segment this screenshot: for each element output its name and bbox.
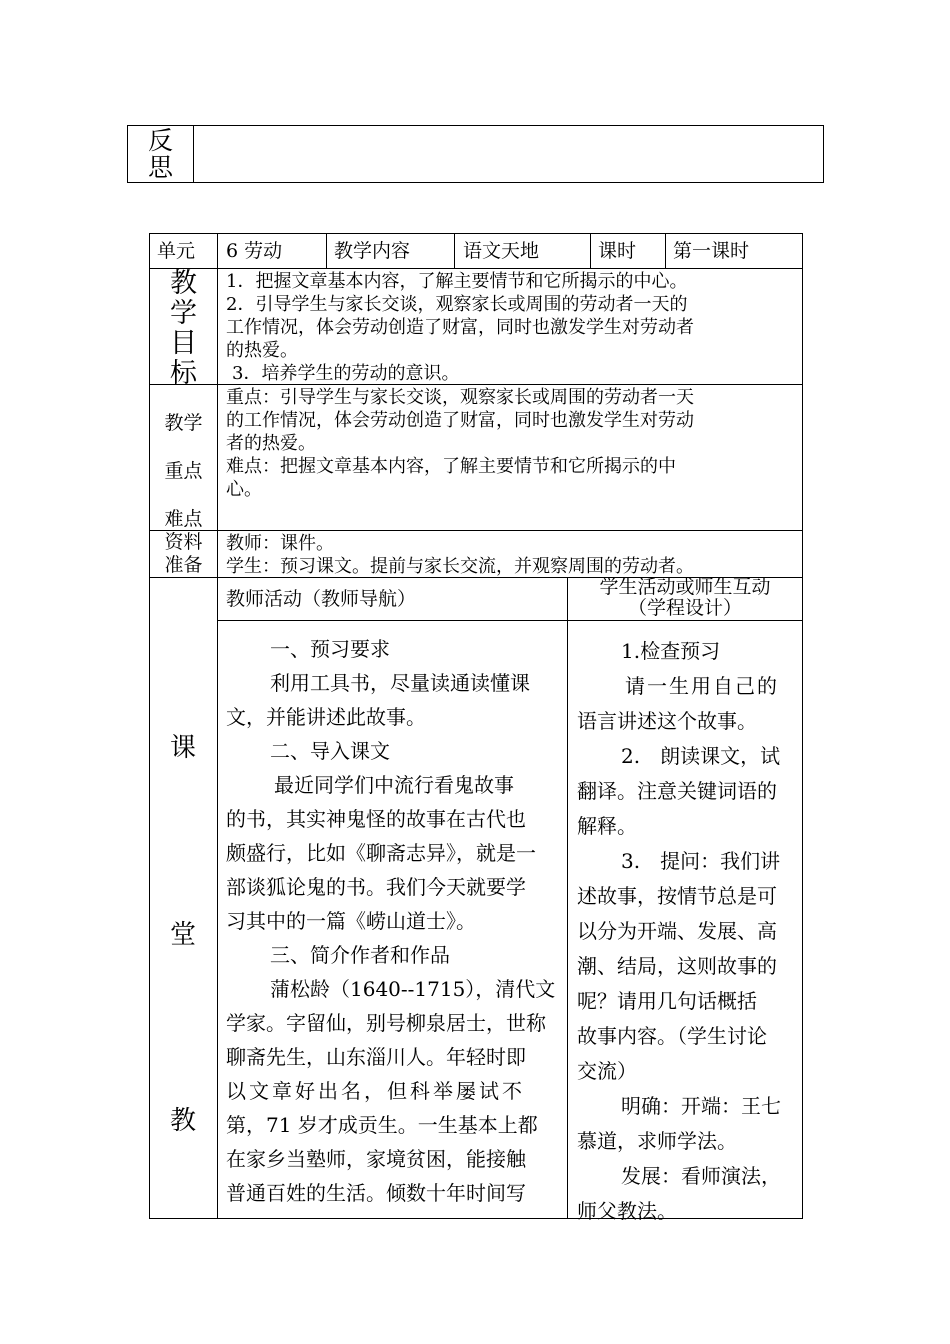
- keypoint-line: 者的热爱。: [226, 433, 316, 454]
- keypoint-line: 心。: [226, 479, 262, 500]
- keypoints-text: [226, 386, 796, 501]
- teacher-line: 一、预习要求: [270, 637, 390, 661]
- teacher-line: 文，并能讲述此故事。: [226, 705, 426, 729]
- materials-line: 教师：课件。: [226, 533, 334, 554]
- col-divider: [326, 234, 327, 268]
- teacher-activity-header: 教师活动（教师导航）: [226, 588, 417, 610]
- materials-text: [226, 532, 801, 578]
- materials-line: 学生：预习课文。提前与家长交流，并观察周围的劳动者。: [226, 556, 694, 577]
- teacher-line: 最近同学们中流行看鬼故事: [274, 773, 514, 797]
- col-divider: [454, 234, 455, 268]
- student-line: 发展：看师演法，: [621, 1164, 781, 1188]
- content-value: 语文天地: [463, 240, 540, 262]
- objective-line: 3．培养学生的劳动的意识。: [232, 363, 460, 384]
- unit-value: 6 劳动: [226, 240, 283, 262]
- lesson-label-char: 堂: [170, 920, 197, 950]
- objectives-label: [150, 269, 217, 389]
- reflection-label-char: 思: [147, 153, 173, 182]
- objectives-label-char: 标: [170, 358, 197, 389]
- student-line: 请一生用自己的: [625, 674, 779, 698]
- keypoint-line: 重点：引导学生与家长交谈，观察家长或周围的劳动者一天: [226, 387, 694, 408]
- teacher-line: 利用工具书，尽量读通读懂课: [270, 671, 530, 695]
- teacher-line: 习其中的一篇《崂山道士》。: [226, 909, 476, 933]
- objective-line: 1．把握文章基本内容，了解主要情节和它所揭示的中心。: [226, 271, 688, 292]
- col-divider: [217, 234, 218, 1218]
- reflection-label-char: 反: [147, 126, 173, 155]
- teacher-line: 学家。字留仙，别号柳泉居士，世称: [226, 1011, 546, 1035]
- period-value: 第一课时: [673, 240, 750, 262]
- student-line: 语言讲述这个故事。: [577, 709, 757, 733]
- row-divider: [217, 620, 802, 621]
- materials-label: [150, 531, 217, 577]
- student-line: 以分为开端、发展、高: [577, 919, 777, 943]
- objective-line: 的热爱。: [226, 340, 298, 361]
- student-line: 呢？请用几句话概括: [577, 989, 757, 1013]
- col-divider: [665, 234, 666, 268]
- lesson-label-char: 教: [170, 1106, 197, 1136]
- col-divider: [567, 577, 568, 1218]
- lesson-table: [149, 233, 803, 1223]
- teacher-line: 颇盛行，比如《聊斋志异》，就是一: [226, 841, 536, 865]
- teacher-line: 的书，其实神鬼怪的故事在古代也: [226, 807, 526, 831]
- keypoint-line: 难点：把握文章基本内容，了解主要情节和它所揭示的中: [226, 456, 676, 477]
- col-divider: [590, 234, 591, 268]
- keypoints-label-line: 重点: [164, 460, 203, 482]
- teacher-line: 聊斋先生，山东淄川人。年轻时即: [226, 1045, 526, 1069]
- period-label: 课时: [598, 240, 637, 262]
- objective-line: 2．引导学生与家长交谈，观察家长或周围的劳动者一天的: [226, 294, 688, 315]
- reflection-divider: [193, 126, 194, 182]
- objectives-label-char: 学: [170, 298, 197, 329]
- materials-label-line: 准备: [164, 554, 203, 576]
- student-line: 解释。: [577, 814, 637, 838]
- student-activity-header: [568, 577, 802, 619]
- student-line: 师父教法。: [577, 1199, 677, 1223]
- reflection-content: [198, 130, 818, 178]
- student-line: 故事内容。（学生讨论: [577, 1024, 767, 1048]
- teacher-line: 部谈狐论鬼的书。我们今天就要学: [226, 875, 526, 899]
- objective-line: 工作情况，体会劳动创造了财富，同时也激发学生对劳动者: [226, 317, 694, 338]
- teacher-line: 普通百姓的生活。倾数十年时间写: [226, 1181, 526, 1205]
- student-line: 慕道，求师学法。: [577, 1129, 737, 1153]
- reflection-table: [127, 125, 824, 183]
- teacher-line: 蒲松龄（1640--1715），清代文: [270, 977, 556, 1001]
- row-divider: [150, 530, 802, 531]
- student-line: 明确：开端：王七: [621, 1094, 781, 1118]
- student-line: 潮、结局，这则故事的: [577, 954, 777, 978]
- unit-label: 单元: [157, 240, 196, 262]
- student-line: 交流）: [577, 1059, 637, 1083]
- teacher-line: 第，71 岁才成贡生。一生基本上都: [226, 1113, 538, 1137]
- student-header-line: （学程设计）: [627, 597, 742, 619]
- keypoints-label: [150, 412, 217, 531]
- student-line: 2. 朗读课文，试: [621, 744, 781, 768]
- teacher-line: 在家乡当塾师，家境贫困，能接触: [226, 1147, 526, 1171]
- student-line: 1.检查预习: [621, 639, 721, 663]
- keypoint-line: 的工作情况，体会劳动创造了财富，同时也激发学生对劳动: [226, 410, 694, 431]
- keypoints-label-line: 教学: [164, 412, 203, 434]
- content-label: 教学内容: [334, 240, 411, 262]
- student-line: 3. 提问：我们讲: [621, 849, 781, 873]
- student-activity-text: [577, 634, 799, 1229]
- objectives-label-char: 教: [170, 268, 197, 299]
- student-line: 翻译。注意关键词语的: [577, 779, 777, 803]
- teacher-line: 二、导入课文: [270, 739, 390, 763]
- lesson-label-char: 课: [170, 733, 197, 763]
- student-header-line: 学生活动或师生互动: [599, 576, 771, 598]
- teacher-line: 三、简介作者和作品: [270, 943, 450, 967]
- teacher-activity-text: [226, 632, 564, 1210]
- row-divider: [150, 268, 802, 269]
- teacher-line: 以文章好出名，但科举屡试不: [226, 1079, 525, 1103]
- student-line: 述故事，按情节总是可: [577, 884, 777, 908]
- keypoints-label-line: 难点: [164, 508, 203, 530]
- materials-label-line: 资料: [164, 531, 203, 553]
- objectives-text: [226, 270, 796, 385]
- objectives-label-char: 目: [170, 328, 197, 359]
- reflection-label: [128, 126, 193, 182]
